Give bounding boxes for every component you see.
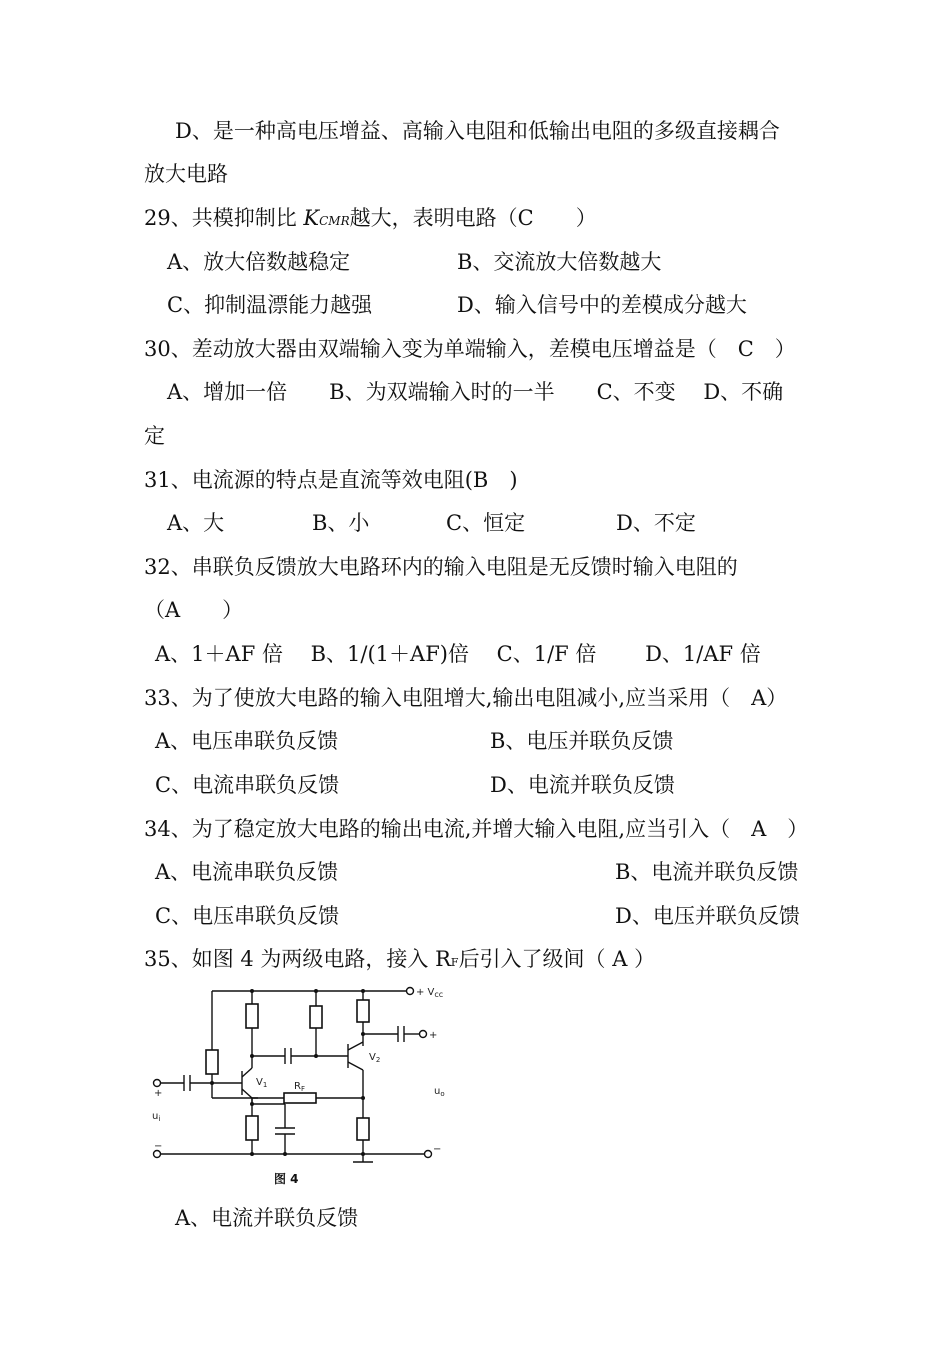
question-29 — [144, 203, 597, 236]
v2-label: $V_2$ — [369, 1052, 381, 1064]
q29-text-a: 29、共模抑制比 — [144, 206, 304, 230]
resistor-re2 — [357, 1118, 369, 1140]
q35-text-b: 后引入了级间（ A ） — [458, 947, 656, 971]
q35-subscript: F — [450, 956, 459, 969]
rf-label: $R_F$ — [294, 1081, 305, 1093]
output-minus-label: − — [433, 1144, 442, 1155]
q28-option-d-cont: 放大电路 — [144, 162, 228, 186]
resistor-r3 — [310, 1006, 322, 1028]
q29-text-b: 越大，表明电路（C ） — [349, 206, 597, 230]
v1-label: $V_1$ — [256, 1077, 268, 1089]
resistors — [206, 1000, 369, 1140]
q29-symbol: K — [303, 206, 320, 230]
resistor-rf — [284, 1093, 316, 1103]
question-32: 32、串联负反馈放大电路环内的输入电阻是无反馈时输入电阻的 — [144, 555, 738, 579]
q29-option-d: D、输入信号中的差模成分越大 — [457, 293, 747, 317]
q29-option-b: B、交流放大倍数越大 — [457, 250, 662, 274]
ui-label: $u_i$ — [152, 1111, 161, 1123]
q29-option-a: A、放大倍数越稳定 — [167, 250, 351, 274]
figure-4-circuit — [148, 982, 468, 1192]
figure-caption: 图 4 — [274, 1172, 299, 1186]
question-33: 33、为了使放大电路的输入电阻增大,输出电阻减小,应当采用（ A） — [144, 686, 788, 710]
q33-option-a: A、电压串联负反馈 — [155, 729, 339, 753]
question-31: 31、电流源的特点是直流等效电阻(B ) — [144, 468, 518, 492]
q28-option-d: D、是一种高电压增益、高输入电阻和低输出电阻的多级直接耦合 — [175, 119, 780, 143]
q35-answer: A、电流并联负反馈 — [175, 1206, 359, 1230]
q33-option-b: B、电压并联负反馈 — [490, 729, 674, 753]
vcc-label: + $V_{cc}$ — [416, 987, 444, 999]
q32-options: A、1＋AF 倍 B、1/(1＋AF)倍 C、1/F 倍 D、1/AF 倍 — [155, 642, 761, 666]
q34-option-c: C、电压串联负反馈 — [155, 904, 340, 928]
q33-option-c: C、电流串联负反馈 — [155, 773, 340, 797]
resistor-re1 — [246, 1116, 258, 1140]
q34-option-a: A、电流串联负反馈 — [155, 860, 339, 884]
question-35 — [144, 944, 655, 978]
q31-option-b: B、小 — [312, 511, 370, 535]
q35-text-a: 35、如图 4 为两级电路，接入 R — [144, 947, 451, 971]
q31-option-a: A、大 — [167, 511, 225, 535]
resistor-r2 — [246, 1004, 258, 1028]
junction-dots — [210, 989, 365, 1156]
q31-option-c: C、恒定 — [446, 511, 526, 535]
q30-options-cont: 定 — [144, 424, 165, 448]
question-34: 34、为了稳定放大电路的输出电流,并增大输入电阻,应当引入（ A ） — [144, 817, 809, 841]
q30-options: A、增加一倍 B、为双端输入时的一半 C、不变 D、不确 — [167, 380, 784, 404]
q34-option-b: B、电流并联负反馈 — [615, 860, 799, 884]
q34-option-d: D、电压并联负反馈 — [615, 904, 800, 928]
output-plus-label: + — [429, 1030, 438, 1041]
q31-option-d: D、不定 — [616, 511, 696, 535]
resistor-r1 — [206, 1050, 218, 1074]
q29-subscript: CMR — [319, 214, 350, 228]
resistor-r4 — [357, 1000, 369, 1022]
uo-label: $u_o$ — [434, 1086, 445, 1098]
input-minus-label: − — [154, 1141, 163, 1152]
circuit-wiring — [154, 988, 432, 1163]
q32-answer-blank: （A ） — [144, 598, 244, 622]
q33-option-d: D、电流并联负反馈 — [490, 773, 675, 797]
q29-option-c: C、抑制温漂能力越强 — [167, 293, 373, 317]
question-30: 30、差动放大器由双端输入变为单端输入，差模电压增益是（ C ） — [144, 337, 796, 361]
input-plus-label: + — [154, 1088, 163, 1099]
